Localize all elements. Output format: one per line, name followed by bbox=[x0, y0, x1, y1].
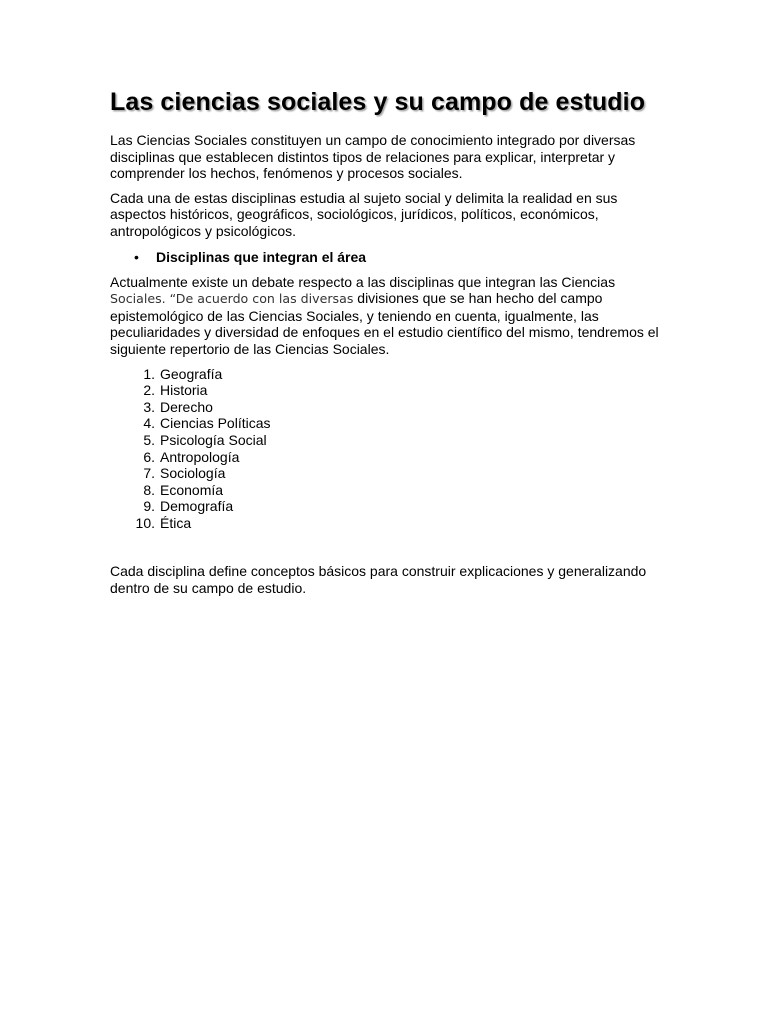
section-heading: Disciplinas que integran el área bbox=[156, 248, 367, 265]
list-item bbox=[110, 415, 670, 432]
section-heading-bullet bbox=[110, 248, 670, 266]
debate-text-part3: divisiones que se han hecho del campo epistemológico de las Ciencias Sociales, y teniendo en cuenta, igualmente, las peculiaridades y diversidad de enfoques en el estudio científico del mismo, tendremos el siguiente repertorio de las Ciencias Sociales. bbox=[110, 290, 659, 357]
disciplines-list bbox=[110, 366, 670, 532]
document-content bbox=[110, 86, 670, 605]
list-item-label: Ética bbox=[160, 514, 192, 531]
list-item bbox=[110, 382, 670, 399]
list-item-number: 7. bbox=[143, 465, 155, 482]
list-item-number: 8. bbox=[143, 481, 155, 498]
debate-text-quote: Sociales. “De acuerdo con las diversas bbox=[110, 291, 354, 307]
list-item bbox=[110, 465, 670, 482]
list-item-number: 5. bbox=[143, 431, 155, 448]
debate-text-part1: Actualmente existe un debate respecto a las disciplinas que integran las Ciencias bbox=[110, 273, 616, 290]
list-item bbox=[110, 399, 670, 416]
list-item-number: 4. bbox=[143, 415, 155, 432]
list-item-label: Geografía bbox=[160, 365, 223, 382]
list-item-label: Ciencias Políticas bbox=[160, 415, 271, 432]
bullet-icon: • bbox=[134, 248, 139, 265]
disciplines-scope-paragraph: Cada una de estas disciplinas estudia al sujeto social y delimita la realidad en sus aspectos históricos, geográficos, sociológicos, jurídicos, políticos, económicos, antropológicos y psicológicos. bbox=[110, 189, 618, 239]
list-item-number: 3. bbox=[143, 398, 155, 415]
debate-paragraph bbox=[110, 274, 670, 358]
intro-paragraph: Las Ciencias Sociales constituyen un campo de conocimiento integrado por diversas disciplinas que establecen distintos tipos de relaciones para explicar, interpretar y comprender los hechos, fenómenos y procesos sociales. bbox=[110, 132, 636, 182]
list-item bbox=[110, 366, 670, 383]
list-item-label: Historia bbox=[160, 382, 208, 399]
list-item bbox=[110, 432, 670, 449]
closing-paragraph: Cada disciplina define conceptos básicos para construir explicaciones y generalizando dentro de su campo de estudio. bbox=[110, 563, 647, 597]
document-title: Las ciencias sociales y su campo de estudio bbox=[110, 88, 646, 116]
list-item-number: 9. bbox=[143, 498, 155, 515]
list-item-number: 2. bbox=[143, 382, 155, 399]
list-item-label: Antropología bbox=[160, 448, 240, 465]
list-item-number: 1. bbox=[143, 365, 155, 382]
list-item bbox=[110, 482, 670, 499]
list-item-label: Demografía bbox=[160, 498, 234, 515]
list-item bbox=[110, 449, 670, 466]
list-item-number: 10. bbox=[135, 514, 155, 531]
list-item-number: 6. bbox=[143, 448, 155, 465]
list-item-label: Sociología bbox=[160, 465, 226, 482]
list-item-label: Psicología Social bbox=[160, 431, 267, 448]
list-item-label: Derecho bbox=[160, 398, 213, 415]
list-item bbox=[110, 498, 670, 515]
list-item-label: Economía bbox=[160, 481, 224, 498]
list-item bbox=[110, 515, 670, 532]
